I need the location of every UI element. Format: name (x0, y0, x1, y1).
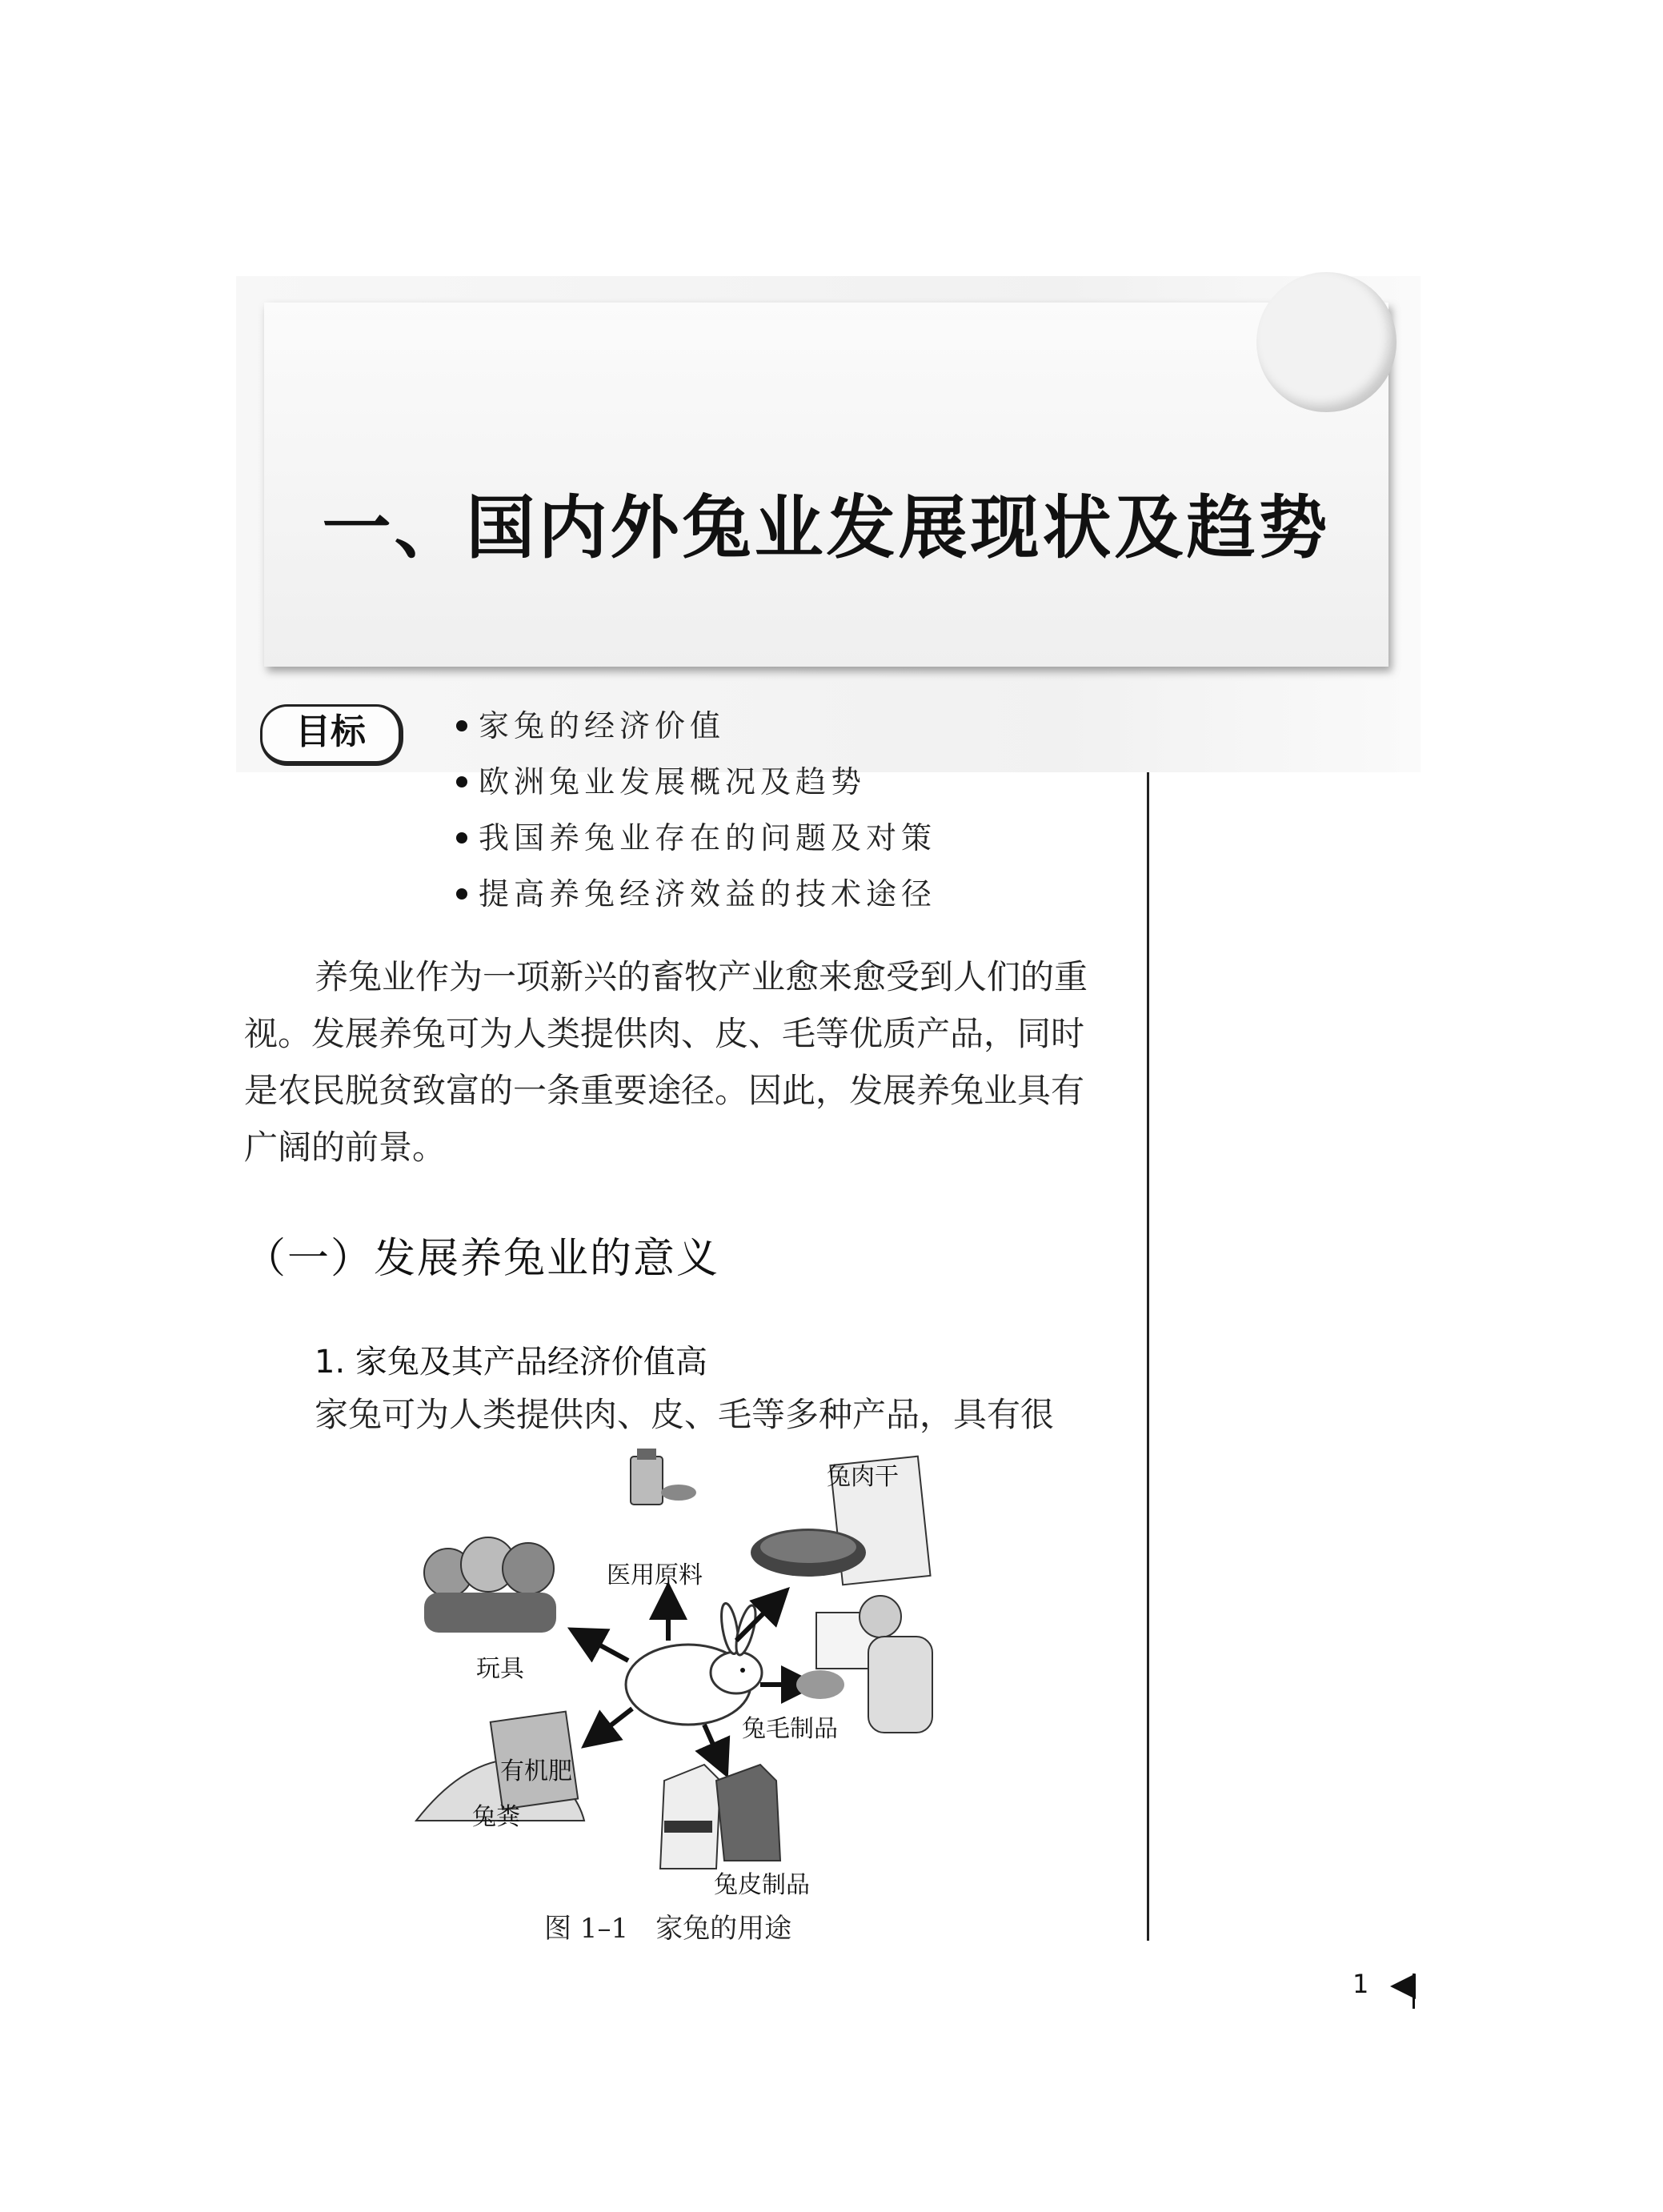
intro-paragraph: 养兔业作为一项新兴的畜牧产业愈来愈受到人们的重视。发展养兔可为人类提供肉、皮、毛等优质产品，同时是农民脱贫致富的一条重要途径。因此，发展养兔业具有广阔的前景。 (244, 957, 1088, 1167)
fur-coat-icon (660, 1765, 780, 1869)
objectives-badge: 目标 (260, 704, 403, 766)
margin-rule (1147, 772, 1149, 1941)
objective-item: 提高养兔经济效益的技术途径 (456, 866, 936, 922)
section-paragraph: 家兔可为人类提供肉、皮、毛等多种产品，具有很 (315, 1395, 1055, 1434)
rabbit-icon (626, 1602, 762, 1725)
label-fertilizer: 有机肥 (500, 1757, 572, 1785)
arrow-downleft (596, 1709, 632, 1737)
label-wool: 兔毛制品 (742, 1715, 838, 1743)
title-card-corner-curl (1256, 272, 1397, 412)
label-toys: 玩具 (476, 1655, 524, 1683)
objective-item: 家兔的经济价值 (456, 698, 936, 754)
label-jerky: 兔肉干 (827, 1463, 899, 1491)
arrow-down (704, 1725, 720, 1761)
objectives-list (456, 698, 936, 922)
subsection-heading: 1. 家兔及其产品经济价值高 (315, 1344, 707, 1380)
medicine-bottle-icon (631, 1449, 696, 1505)
label-medical: 医用原料 (607, 1561, 703, 1589)
label-manure: 兔粪 (472, 1803, 520, 1831)
page-marker-icon (1389, 1970, 1421, 2010)
objective-item: 我国养兔业存在的问题及对策 (456, 810, 936, 866)
figure-caption: 图 1–1 家兔的用途 (544, 1913, 792, 1945)
toys-icon (424, 1537, 556, 1633)
arrow-left (584, 1637, 628, 1661)
rabbit-uses-figure (400, 1445, 944, 1909)
label-fur: 兔皮制品 (714, 1871, 810, 1899)
chapter-title: 一、国内外兔业发展现状及趋势 (322, 488, 1331, 568)
section-heading: （一）发展养兔业的意义 (244, 1235, 720, 1283)
objective-item: 欧洲兔业发展概况及趋势 (456, 754, 936, 810)
page-number: 1 (1352, 1969, 1369, 1999)
